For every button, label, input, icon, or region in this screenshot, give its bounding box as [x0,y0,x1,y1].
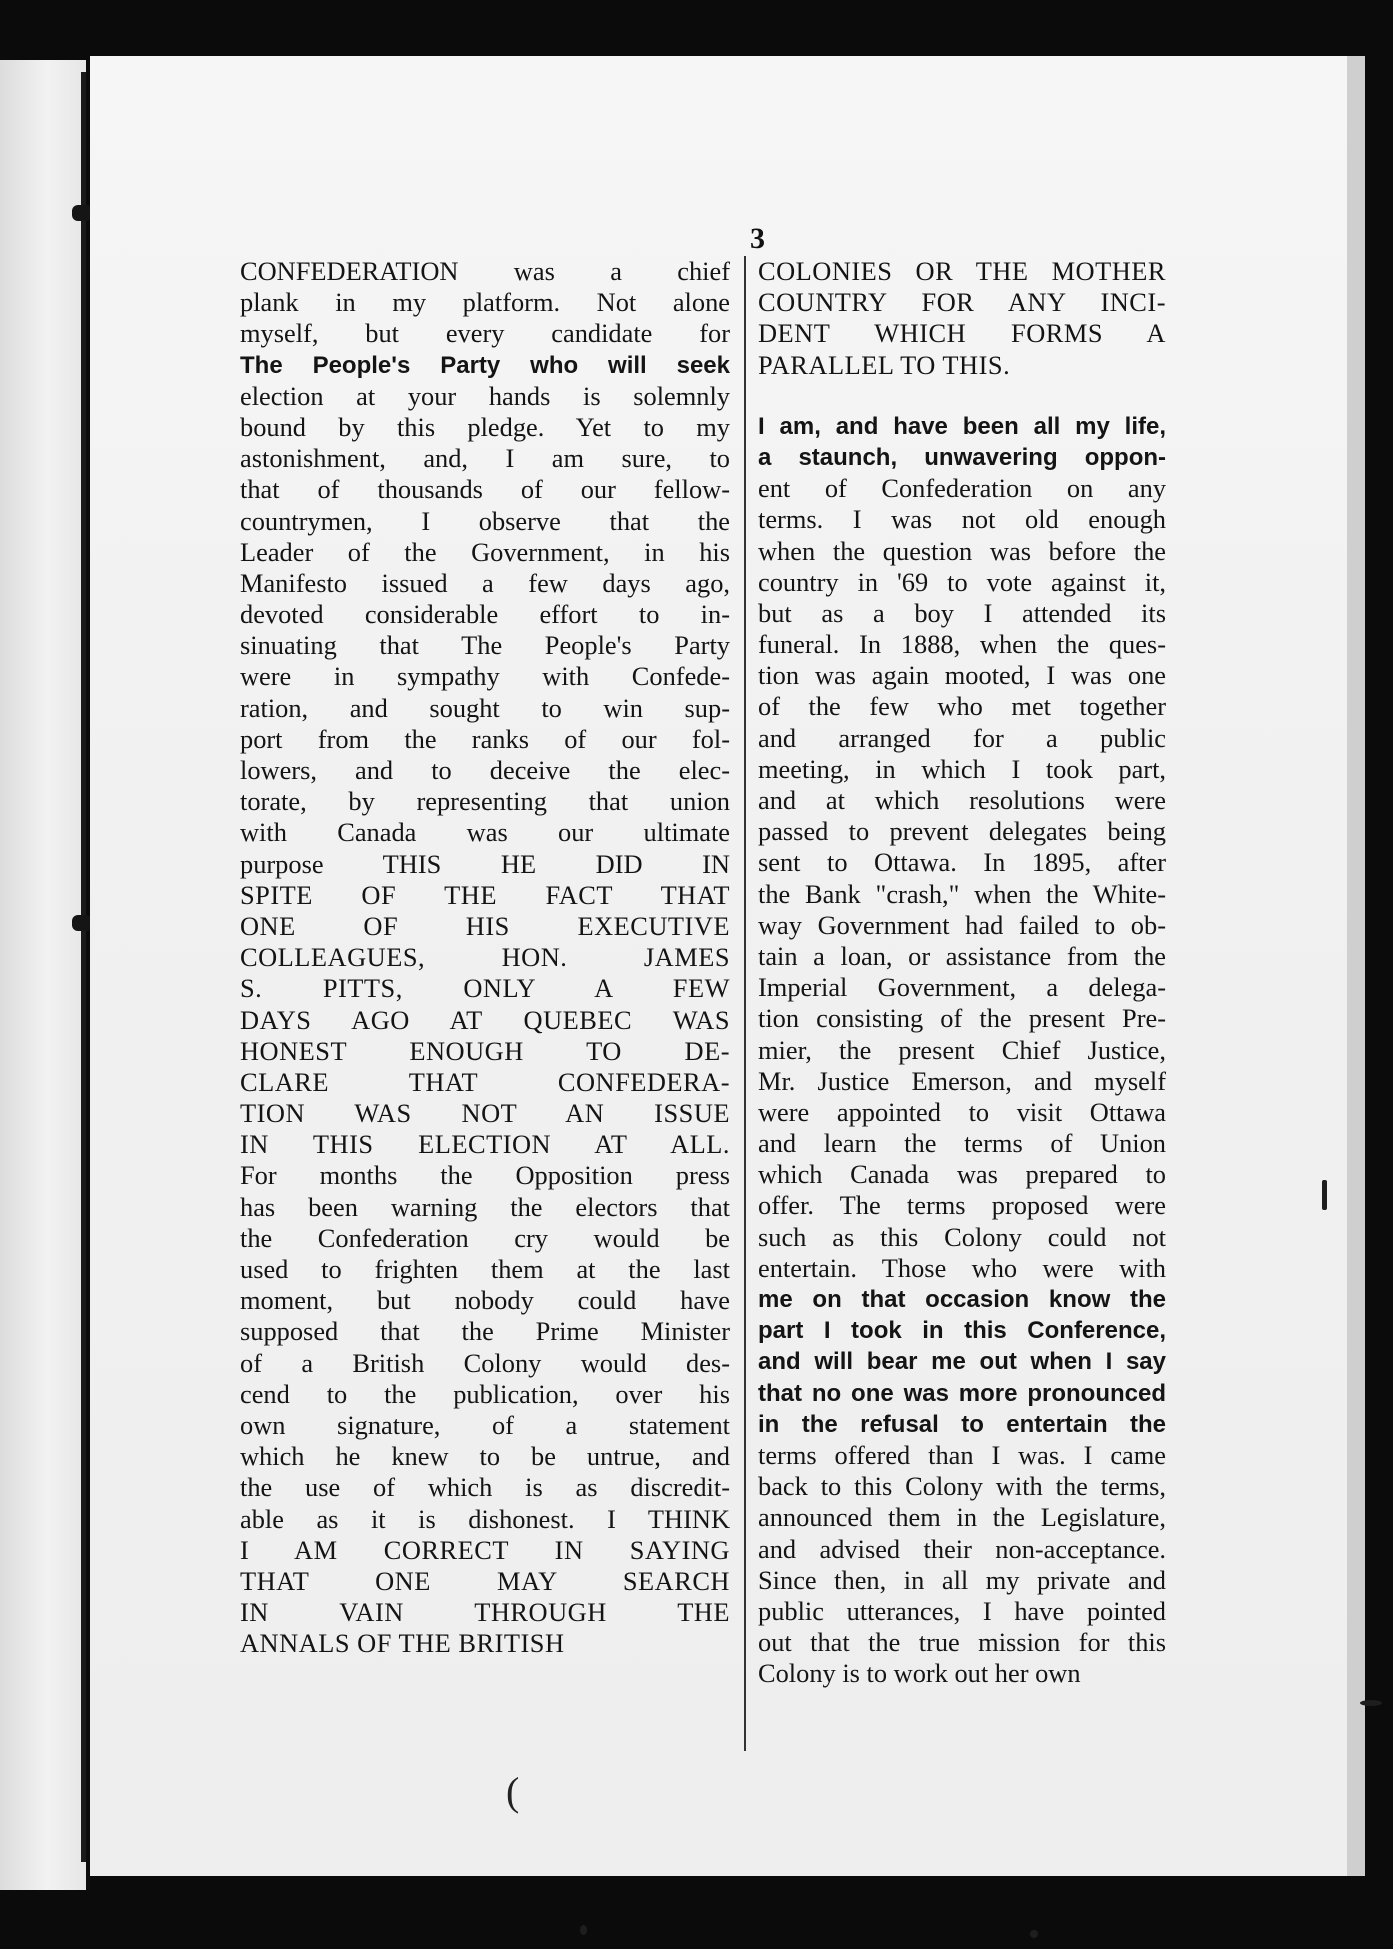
text-line: and learn the terms of Union [758,1128,1166,1159]
text-line: me on that occasion know the [758,1286,1166,1313]
text-line: myself, but every candidate for [240,318,730,349]
right-column [758,256,1166,1689]
text-line: offer. The terms proposed were [758,1190,1166,1221]
text-line: CONFEDERATION was a chief [240,256,730,286]
text-line: Colony is to work out her own [758,1658,1081,1689]
heading-line: COLONIES OR THE MOTHER [758,256,1166,286]
text-line: entertain. Those who were with [758,1252,1166,1283]
text-line: port from the ranks of our fol- [240,723,730,754]
text-line: mier, the present Chief Justice, [758,1034,1166,1065]
text-line: purpose THIS HE DID IN [240,848,730,879]
text-line: country in '69 to vote against it, [758,566,1166,597]
text-line: cend to the publication, over his [240,1378,730,1409]
text-line: For months the Opposition press [240,1160,730,1191]
text-line: and will bear me out when I say [758,1348,1166,1376]
scan-speck [1030,1930,1038,1938]
text-line: election at your hands is solemnly [240,380,730,411]
text-line: sent to Ottawa. In 1895, after [758,847,1166,878]
text-line: I AM CORRECT IN SAYING [240,1534,730,1565]
text-line: plank in my platform. Not alone [240,287,730,318]
text-line: countrymen, I observe that the [240,505,730,536]
text-line: ONE OF HIS EXECUTIVE [240,910,730,941]
text-line: HONEST ENOUGH TO DE- [240,1035,730,1066]
text-line: meeting, in which I took part, [758,753,1166,784]
text-line: supposed that the Prime Minister [240,1316,730,1347]
text-line: Since then, in all my private and [758,1564,1166,1595]
text-line: the use of which is as discredit- [240,1472,730,1503]
text-line: but as a boy I attended its [758,597,1166,628]
text-line: I am, and have been all my life, [758,412,1166,440]
page-number: 3 [750,222,765,255]
text-line: public utterances, I have pointed [758,1595,1166,1626]
right-column-heading [758,256,1166,381]
text-line: tion consisting of the present Pre- [758,1003,1166,1034]
scan-speck [580,1925,587,1935]
scan-speck [1360,1700,1382,1706]
binding-line [81,72,86,1862]
right-column-body [758,411,1166,1690]
text-line: such as this Colony could not [758,1221,1166,1252]
text-line: that no one was more pronounced [758,1379,1166,1407]
text-line: devoted considerable effort to in- [240,599,730,630]
text-line: part I took in this Conference, [758,1317,1166,1345]
text-line: own signature, of a statement [240,1409,730,1440]
text-line: which he knew to be untrue, and [240,1441,730,1472]
text-line: THAT ONE MAY SEARCH [240,1565,730,1596]
text-line: that of thousands of our fellow- [240,474,730,505]
text-line: which Canada was prepared to [758,1159,1166,1190]
text-line: out that the true mission for this [758,1627,1166,1658]
binding-mark [72,915,92,931]
text-line: Imperial Government, a delega- [758,972,1166,1003]
text-line: were in sympathy with Confede- [240,661,730,692]
text-line: torate, by representing that union [240,786,730,817]
text-line: in the refusal to entertain the [758,1410,1166,1438]
text-line: IN VAIN THROUGH THE [240,1597,730,1628]
text-line: used to frighten them at the last [240,1254,730,1284]
text-line: bound by this pledge. Yet to my [240,411,730,442]
text-line: ration, and sought to win sup- [240,692,730,723]
text-line: moment, but nobody could have [240,1285,730,1316]
text-line: tion was again mooted, I was one [758,660,1166,691]
text-line: a staunch, unwavering oppon- [758,443,1166,471]
text-line: passed to prevent delegates being [758,816,1166,847]
text-line: when the question was before the [758,535,1166,566]
text-line: the Confederation cry would be [240,1222,730,1253]
text-line: and arranged for a public [758,722,1166,753]
ink-mark: ( [506,1769,520,1814]
binding-mark [72,205,92,221]
text-line: S. PITTS, ONLY A FEW [240,973,730,1004]
text-line: TION WAS NOT AN ISSUE [240,1098,730,1129]
text-line: were appointed to visit Ottawa [758,1096,1166,1127]
text-line: ent of Confederation on any [758,473,1166,504]
text-line: way Government had failed to ob- [758,909,1166,940]
text-line: ANNALS OF THE BRITISH [240,1628,565,1659]
text-line: sinuating that The People's Party [240,630,730,661]
text-line: tain a loan, or assistance from the [758,940,1166,971]
text-line: funeral. In 1888, when the ques- [758,629,1166,660]
document-page [90,56,1365,1876]
text-line: astonishment, and, I am sure, to [240,443,730,474]
text-line: able as it is dishonest. I THINK [240,1503,730,1534]
text-line: back to this Colony with the terms, [758,1471,1166,1502]
heading-line: PARALLEL TO THIS. [758,349,1011,380]
text-line: Mr. Justice Emerson, and myself [758,1065,1166,1096]
text-line: with Canada was our ultimate [240,817,730,848]
column-divider [744,256,746,1751]
paragraph-gap [758,381,1166,411]
scan-speck [1322,1180,1327,1210]
previous-page-edge [0,60,86,1890]
text-line: Leader of the Government, in his [240,536,730,567]
text-line: and advised their non-acceptance. [758,1533,1166,1564]
text-line: lowers, and to deceive the elec- [240,755,730,785]
text-line: IN THIS ELECTION AT ALL. [240,1129,730,1160]
heading-line: COUNTRY FOR ANY INCI- [758,287,1166,318]
text-line: Manifesto issued a few days ago, [240,567,730,598]
text-line: announced them in the Legislature, [758,1502,1166,1533]
text-line: of a British Colony would des- [240,1347,730,1378]
text-line: the Bank "crash," when the White- [758,878,1166,909]
text-line: terms offered than I was. I came [758,1439,1166,1470]
text-line: CLARE THAT CONFEDERA- [240,1066,730,1097]
text-line: terms. I was not old enough [758,504,1166,535]
text-line: and at which resolutions were [758,785,1166,815]
text-line: SPITE OF THE FACT THAT [240,879,730,910]
text-line: The People's Party who will seek [240,351,730,379]
heading-line: DENT WHICH FORMS A [758,318,1166,349]
text-line: of the few who met together [758,691,1166,722]
text-line: DAYS AGO AT QUEBEC WAS [240,1004,730,1035]
text-line: has been warning the electors that [240,1191,730,1222]
text-line: COLLEAGUES, HON. JAMES [240,942,730,973]
left-column [240,256,730,1659]
